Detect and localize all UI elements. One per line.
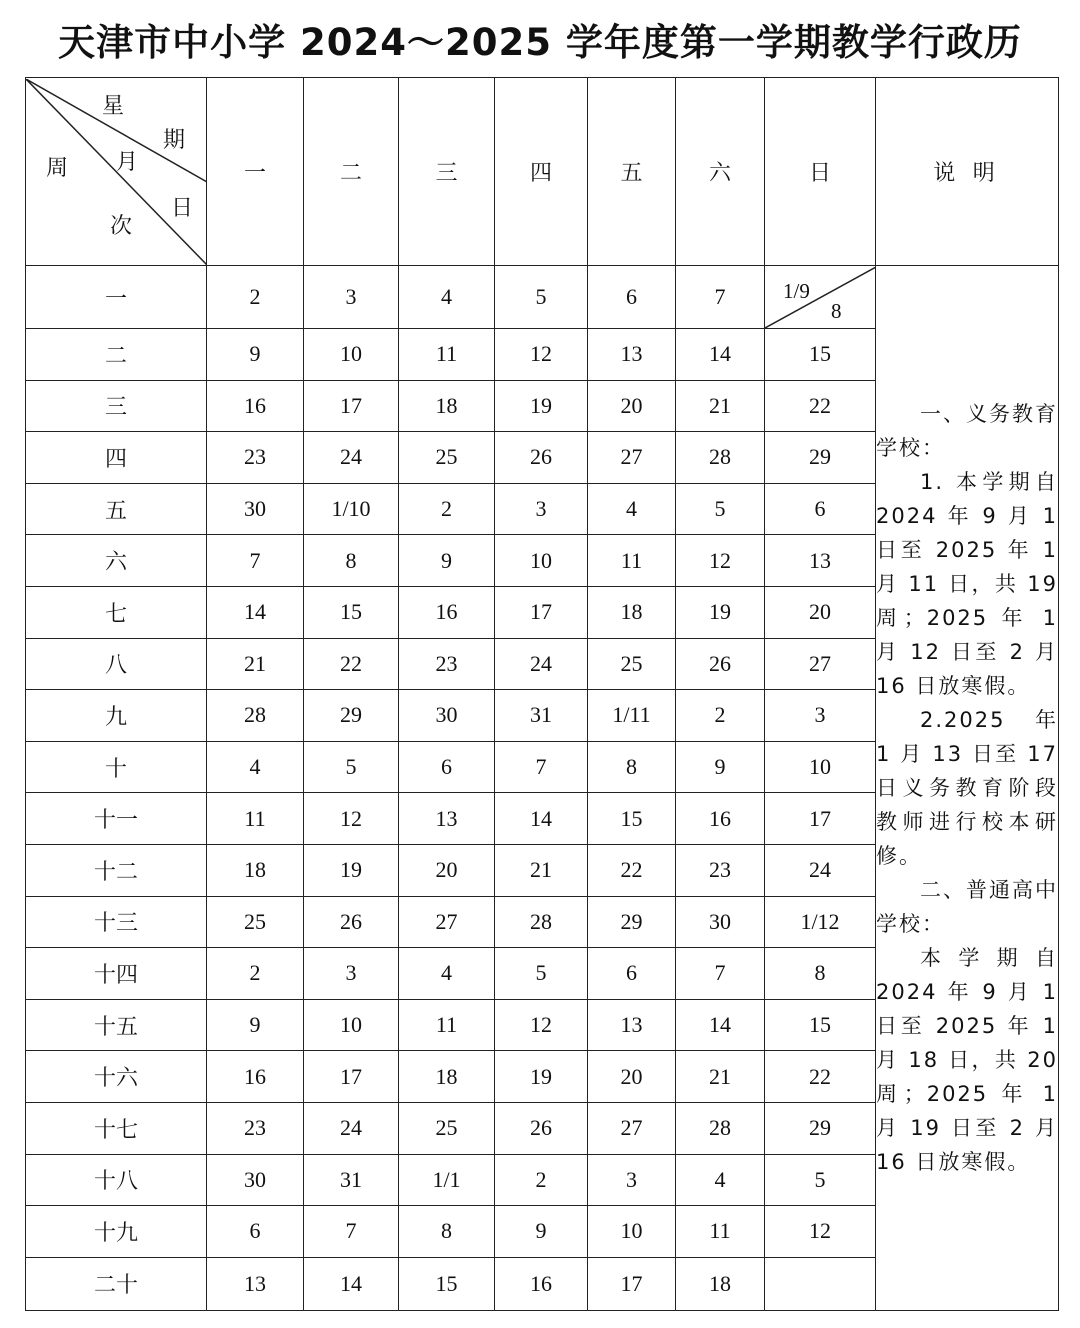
day-cell: 18 xyxy=(207,844,304,896)
day-cell: 16 xyxy=(207,380,304,432)
notes-section1-item1: 1. 本学期自 2024 年 9 月 1 日至 2025 年 1 月 11 日，共 19 周；2025 年 1 月 12 日至 2 月 16 日放寒假。 xyxy=(876,469,1058,698)
day-cell: 18 xyxy=(676,1257,765,1310)
day-cell: 30 xyxy=(399,690,495,742)
weekday-header-thu: 四 xyxy=(495,78,588,266)
day-cell xyxy=(765,1257,876,1310)
header-row xyxy=(26,78,1059,266)
day-cell: 15 xyxy=(588,793,676,845)
weekday-header-tue: 二 xyxy=(304,78,399,266)
day-cell: 29 xyxy=(304,690,399,742)
day-cell: 3 xyxy=(765,690,876,742)
split-day-label: 8 xyxy=(831,298,842,323)
day-cell: 17 xyxy=(588,1257,676,1310)
corner-header-cell xyxy=(26,78,207,266)
day-cell: 23 xyxy=(207,432,304,484)
day-cell: 12 xyxy=(676,535,765,587)
day-cell: 16 xyxy=(207,1051,304,1103)
day-cell: 13 xyxy=(399,793,495,845)
weekday-header-mon: 一 xyxy=(207,78,304,266)
day-cell: 21 xyxy=(207,638,304,690)
week-label: 十八 xyxy=(26,1154,207,1206)
day-cell: 5 xyxy=(765,1154,876,1206)
day-cell: 6 xyxy=(588,948,676,1000)
day-cell: 12 xyxy=(495,999,588,1051)
day-cell: 4 xyxy=(207,741,304,793)
day-cell: 2 xyxy=(207,266,304,329)
day-cell: 14 xyxy=(207,586,304,638)
day-cell: 6 xyxy=(588,266,676,329)
day-cell: 2 xyxy=(676,690,765,742)
day-cell: 28 xyxy=(676,432,765,484)
day-cell: 29 xyxy=(765,432,876,484)
day-cell: 15 xyxy=(765,999,876,1051)
day-cell: 1/12 xyxy=(765,896,876,948)
day-cell: 14 xyxy=(676,999,765,1051)
day-cell: 27 xyxy=(588,1102,676,1154)
day-cell: 26 xyxy=(495,1102,588,1154)
day-cell: 19 xyxy=(495,380,588,432)
week-label: 十五 xyxy=(26,999,207,1051)
day-cell: 28 xyxy=(676,1102,765,1154)
day-cell: 24 xyxy=(304,1102,399,1154)
week-label: 二十 xyxy=(26,1257,207,1310)
day-cell: 24 xyxy=(765,844,876,896)
day-cell: 4 xyxy=(676,1154,765,1206)
split-month-label: 1/9 xyxy=(783,278,810,303)
day-cell: 19 xyxy=(495,1051,588,1103)
day-cell: 15 xyxy=(304,586,399,638)
corner-label-qi: 期 xyxy=(163,127,186,153)
notes-section1-item2: 2.2025 年 1 月 13 日至 17 日义务教育阶段教师进行校本研修。 xyxy=(876,707,1058,868)
day-cell: 7 xyxy=(207,535,304,587)
day-cell: 10 xyxy=(304,999,399,1051)
day-cell: 7 xyxy=(676,948,765,1000)
day-cell: 17 xyxy=(304,1051,399,1103)
day-cell: 2 xyxy=(207,948,304,1000)
notes-text xyxy=(876,397,1058,1179)
week-label: 十三 xyxy=(26,896,207,948)
week-label: 十一 xyxy=(26,793,207,845)
day-cell: 5 xyxy=(495,948,588,1000)
day-cell: 31 xyxy=(495,690,588,742)
week-label: 一 xyxy=(26,266,207,329)
day-cell: 22 xyxy=(765,1051,876,1103)
week-label: 十六 xyxy=(26,1051,207,1103)
day-cell: 25 xyxy=(207,896,304,948)
day-cell: 1/10 xyxy=(304,483,399,535)
day-cell: 8 xyxy=(765,948,876,1000)
day-cell: 5 xyxy=(495,266,588,329)
day-cell: 16 xyxy=(676,793,765,845)
day-cell: 12 xyxy=(304,793,399,845)
day-cell: 23 xyxy=(207,1102,304,1154)
day-cell: 20 xyxy=(588,380,676,432)
corner-label-ri: 日 xyxy=(171,195,194,221)
day-cell: 29 xyxy=(588,896,676,948)
day-cell: 26 xyxy=(676,638,765,690)
day-cell: 17 xyxy=(495,586,588,638)
day-cell: 3 xyxy=(304,266,399,329)
day-cell: 9 xyxy=(676,741,765,793)
week-label: 十四 xyxy=(26,948,207,1000)
day-cell: 15 xyxy=(765,329,876,381)
day-cell: 14 xyxy=(304,1257,399,1310)
day-cell: 21 xyxy=(495,844,588,896)
day-cell: 21 xyxy=(676,380,765,432)
day-cell: 10 xyxy=(588,1206,676,1258)
day-cell: 8 xyxy=(399,1206,495,1258)
day-cell: 1/1 xyxy=(399,1154,495,1206)
day-cell: 30 xyxy=(207,1154,304,1206)
day-cell: 21 xyxy=(676,1051,765,1103)
notes-section1-title: 一、义务教育学校： xyxy=(876,401,1058,460)
day-cell: 26 xyxy=(495,432,588,484)
day-cell: 20 xyxy=(399,844,495,896)
day-cell: 5 xyxy=(304,741,399,793)
week-label: 十二 xyxy=(26,844,207,896)
week-label: 五 xyxy=(26,483,207,535)
day-cell: 2 xyxy=(399,483,495,535)
day-cell: 10 xyxy=(765,741,876,793)
split-diagonal-line xyxy=(765,267,876,328)
day-cell: 4 xyxy=(588,483,676,535)
corner-label-xing: 星 xyxy=(102,93,125,119)
day-cell: 25 xyxy=(588,638,676,690)
day-cell: 24 xyxy=(304,432,399,484)
day-cell: 10 xyxy=(495,535,588,587)
weekday-header-wed: 三 xyxy=(399,78,495,266)
day-cell: 10 xyxy=(304,329,399,381)
day-cell: 27 xyxy=(399,896,495,948)
day-cell: 23 xyxy=(399,638,495,690)
weekday-header-sat: 六 xyxy=(676,78,765,266)
week-label: 八 xyxy=(26,638,207,690)
week-label: 七 xyxy=(26,586,207,638)
day-cell: 12 xyxy=(495,329,588,381)
day-cell: 9 xyxy=(399,535,495,587)
day-cell: 27 xyxy=(765,638,876,690)
day-cell: 2 xyxy=(495,1154,588,1206)
day-cell: 7 xyxy=(676,266,765,329)
day-cell: 18 xyxy=(588,586,676,638)
day-cell: 13 xyxy=(588,999,676,1051)
day-cell: 13 xyxy=(765,535,876,587)
day-cell: 9 xyxy=(207,999,304,1051)
weekday-header-sun: 日 xyxy=(765,78,876,266)
week-label: 六 xyxy=(26,535,207,587)
day-cell: 11 xyxy=(588,535,676,587)
day-cell: 31 xyxy=(304,1154,399,1206)
week-row xyxy=(26,266,1059,329)
day-cell: 30 xyxy=(207,483,304,535)
notes-section2-title: 二、普通高中学校： xyxy=(876,877,1058,936)
day-cell: 13 xyxy=(207,1257,304,1310)
day-cell: 16 xyxy=(399,586,495,638)
weekday-header-fri: 五 xyxy=(588,78,676,266)
day-cell: 22 xyxy=(304,638,399,690)
day-cell: 11 xyxy=(676,1206,765,1258)
day-cell: 13 xyxy=(588,329,676,381)
day-cell: 4 xyxy=(399,948,495,1000)
day-cell: 24 xyxy=(495,638,588,690)
week-label: 十 xyxy=(26,741,207,793)
day-cell: 7 xyxy=(304,1206,399,1258)
day-cell: 28 xyxy=(207,690,304,742)
notes-cell xyxy=(876,266,1059,1311)
day-cell: 1/11 xyxy=(588,690,676,742)
day-cell: 3 xyxy=(304,948,399,1000)
corner-label-ci: 次 xyxy=(110,213,133,239)
day-cell: 9 xyxy=(495,1206,588,1258)
week-label: 三 xyxy=(26,380,207,432)
day-cell: 11 xyxy=(399,329,495,381)
day-cell: 25 xyxy=(399,432,495,484)
day-cell: 22 xyxy=(765,380,876,432)
page-title: 天津市中小学 2024～2025 学年度第一学期教学行政历 xyxy=(58,21,1022,64)
day-cell: 29 xyxy=(765,1102,876,1154)
corner-label-yue: 月 xyxy=(116,149,139,175)
calendar-grid xyxy=(25,77,1059,1311)
day-cell: 3 xyxy=(495,483,588,535)
day-cell: 6 xyxy=(765,483,876,535)
corner-label-zhou: 周 xyxy=(46,155,69,181)
day-cell: 7 xyxy=(495,741,588,793)
day-cell: 19 xyxy=(304,844,399,896)
day-cell: 18 xyxy=(399,1051,495,1103)
day-cell: 5 xyxy=(676,483,765,535)
day-cell: 14 xyxy=(495,793,588,845)
day-cell: 11 xyxy=(399,999,495,1051)
day-cell: 26 xyxy=(304,896,399,948)
day-cell: 9 xyxy=(207,329,304,381)
day-cell: 17 xyxy=(765,793,876,845)
calendar-table xyxy=(25,77,1058,1308)
day-cell: 6 xyxy=(207,1206,304,1258)
day-cell: 28 xyxy=(495,896,588,948)
week-label: 十九 xyxy=(26,1206,207,1258)
day-cell: 4 xyxy=(399,266,495,329)
notes-section2-item1: 本学期自 2024 年 9 月 1 日至 2025 年 1 月 18 日，共 20 周；2025 年 1 月 19 日至 2 月 16 日放寒假。 xyxy=(876,945,1058,1174)
day-cell: 11 xyxy=(207,793,304,845)
split-day-cell xyxy=(765,266,876,329)
day-cell: 12 xyxy=(765,1206,876,1258)
day-cell: 16 xyxy=(495,1257,588,1310)
day-cell: 17 xyxy=(304,380,399,432)
day-cell: 20 xyxy=(765,586,876,638)
day-cell: 20 xyxy=(588,1051,676,1103)
notes-header: 说 明 xyxy=(876,78,1059,266)
week-label: 四 xyxy=(26,432,207,484)
day-cell: 27 xyxy=(588,432,676,484)
day-cell: 14 xyxy=(676,329,765,381)
day-cell: 22 xyxy=(588,844,676,896)
week-label: 十七 xyxy=(26,1102,207,1154)
week-label: 九 xyxy=(26,690,207,742)
day-cell: 18 xyxy=(399,380,495,432)
day-cell: 23 xyxy=(676,844,765,896)
calendar-body xyxy=(26,266,1059,1311)
day-cell: 15 xyxy=(399,1257,495,1310)
day-cell: 19 xyxy=(676,586,765,638)
day-cell: 3 xyxy=(588,1154,676,1206)
day-cell: 8 xyxy=(588,741,676,793)
week-label: 二 xyxy=(26,329,207,381)
day-cell: 30 xyxy=(676,896,765,948)
day-cell: 25 xyxy=(399,1102,495,1154)
day-cell: 8 xyxy=(304,535,399,587)
day-cell: 6 xyxy=(399,741,495,793)
